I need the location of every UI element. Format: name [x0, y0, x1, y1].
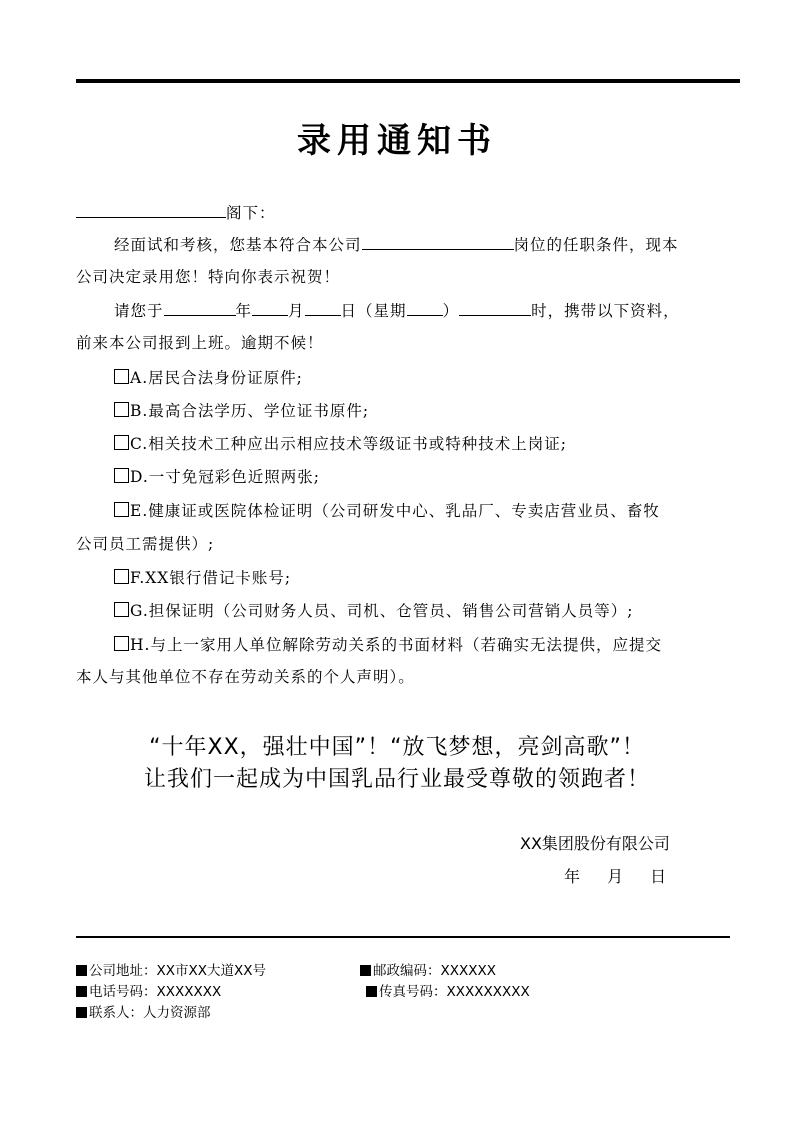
checklist-item-b — [114, 399, 369, 421]
checkbox-c[interactable] — [114, 435, 129, 450]
checklist-item-h — [114, 633, 662, 655]
item-a-text: A.居民合法身份证原件; — [130, 369, 303, 387]
position-blank[interactable] — [362, 234, 514, 250]
checkbox-h[interactable] — [114, 636, 129, 651]
paragraph-2-line-2: 前来本公司报到上班。逾期不候！ — [76, 334, 324, 352]
checkbox-g[interactable] — [114, 602, 129, 617]
footer-address — [76, 959, 266, 979]
item-g-text: G.担保证明（公司财务人员、司机、仓管员、销售公司营销人员等）; — [130, 602, 634, 620]
item-c-text: C.相关技术工种应出示相应技术等级证书或特种技术上岗证; — [130, 435, 567, 453]
checkbox-f[interactable] — [114, 569, 129, 584]
item-h-text: H.与上一家用人单位解除劳动关系的书面材料（若确实无法提供，应提交 — [130, 636, 662, 654]
bullet-square-icon — [366, 986, 377, 997]
postcode-text: 邮政编码：XXXXXX — [373, 963, 496, 979]
p2-time: 时，携带以下资料， — [531, 302, 680, 320]
checklist-item-e-cont: 公司员工需提供）; — [76, 535, 215, 553]
paragraph-2-line-1 — [114, 299, 680, 321]
checkbox-a[interactable] — [114, 369, 129, 384]
p1-text-b: 岗位的任职条件，现本 — [513, 236, 679, 254]
address-text: 公司地址：XX市XX大道XX号 — [89, 963, 266, 979]
checklist-item-c — [114, 432, 567, 454]
name-blank[interactable] — [76, 202, 226, 218]
checkbox-b[interactable] — [114, 402, 129, 417]
phone-text: 电话号码：XXXXXXX — [89, 984, 222, 1000]
checkbox-e[interactable] — [114, 502, 129, 517]
paragraph-1-line-2: 公司决定录用您！特向你表示祝贺！ — [76, 268, 341, 286]
item-f-text: F.XX银行借记卡账号; — [130, 569, 292, 587]
top-rule — [76, 79, 740, 83]
checkbox-d[interactable] — [114, 468, 129, 483]
bullet-square-icon — [76, 965, 87, 976]
contact-text: 联系人：人力资源部 — [89, 1005, 211, 1021]
checklist-item-d — [114, 465, 320, 487]
footer-fax — [366, 980, 530, 1000]
salutation: 阁下： — [226, 204, 276, 222]
checklist-item-g — [114, 599, 633, 621]
bullet-square-icon — [76, 986, 87, 997]
bullet-square-icon — [360, 965, 371, 976]
time-blank[interactable] — [459, 300, 531, 316]
item-b-text: B.最高合法学历、学位证书原件; — [130, 402, 370, 420]
signature-date: 年 月 日 — [564, 867, 667, 886]
checklist-item-f — [114, 566, 291, 588]
p2-month: 月 — [288, 302, 305, 320]
month-blank[interactable] — [252, 300, 288, 316]
fax-text: 传真号码：XXXXXXXXX — [379, 984, 530, 1000]
footer-contact — [76, 1001, 211, 1021]
p2-day: 日（星期 — [340, 302, 407, 320]
paragraph-1-line-1 — [114, 233, 679, 255]
footer-postcode — [360, 959, 496, 979]
salutation-line — [76, 201, 276, 223]
bullet-square-icon — [76, 1007, 87, 1018]
bottom-rule — [76, 936, 730, 938]
checklist-item-h-cont: 本人与其他单位不存在劳动关系的个人声明）。 — [76, 668, 415, 686]
item-d-text: D.一寸免冠彩色近照两张; — [130, 468, 321, 486]
day-blank[interactable] — [305, 300, 341, 316]
page-title: 录用通知书 — [297, 121, 497, 161]
footer-phone — [76, 980, 221, 1000]
weekday-blank[interactable] — [407, 300, 443, 316]
checklist-item-a — [114, 366, 303, 388]
p2-text-a: 请您于 — [114, 302, 164, 320]
p2-year: 年 — [235, 302, 253, 320]
year-blank[interactable] — [164, 300, 236, 316]
p1-text-a: 经面试和考核，您基本符合本公司 — [114, 236, 362, 254]
item-e-text: E.健康证或医院体检证明（公司研发中心、乳品厂、专卖店营业员、畜牧 — [130, 502, 660, 520]
slogan-line-2: 让我们一起成为中国乳品行业最受尊敬的领跑者！ — [143, 767, 650, 792]
p2-close: ） — [442, 302, 460, 320]
checklist-item-e — [114, 499, 660, 521]
company-name: XX集团股份有限公司 — [520, 834, 670, 853]
slogan-line-1: “十年XX，强壮中国”！“放飞梦想，亮剑高歌”！ — [149, 735, 645, 760]
